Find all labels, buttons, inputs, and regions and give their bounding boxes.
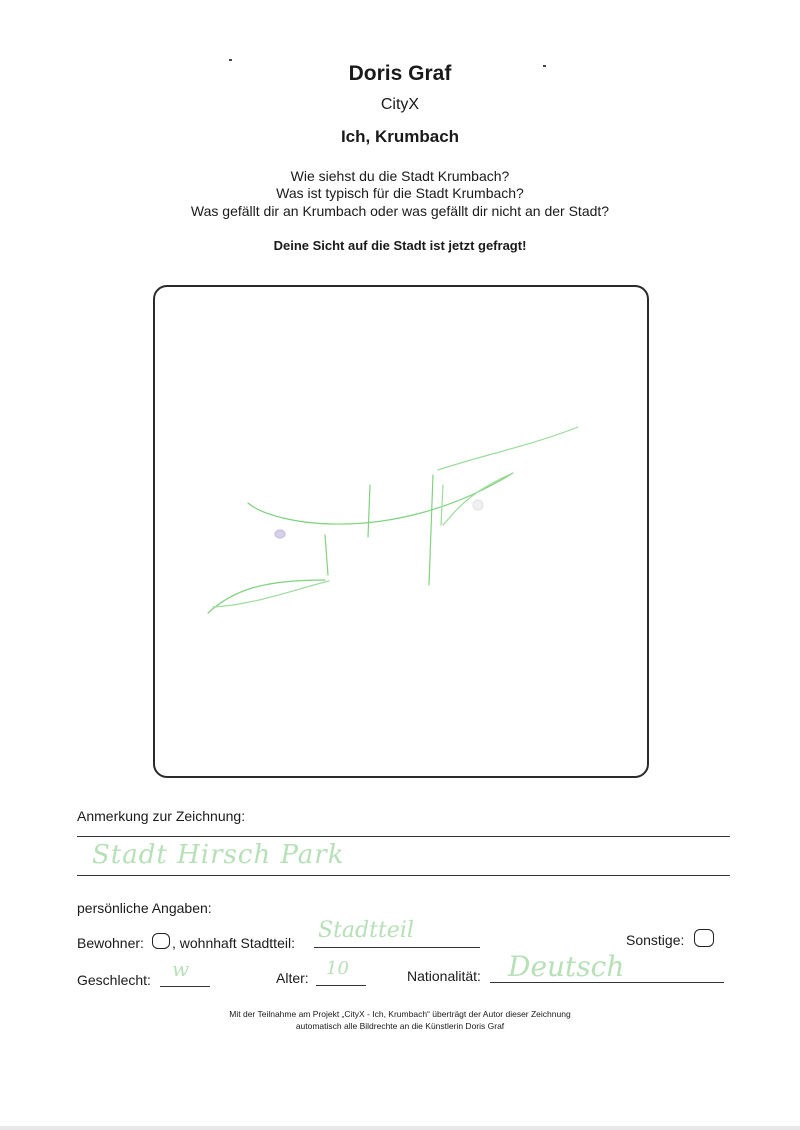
gender-handwriting: w [172, 957, 190, 981]
page-title: Ich, Krumbach [340, 127, 460, 146]
drawing-stroke [248, 473, 513, 524]
call-to-action: Deine Sicht auf die Stadt ist jetzt gefragt! [273, 238, 527, 253]
drawing-stroke [213, 581, 329, 607]
nationality-field-line [490, 982, 724, 983]
other-label: Sonstige: [626, 932, 685, 948]
artist-name: Doris Graf [348, 62, 452, 85]
age-handwriting: 10 [326, 958, 349, 979]
question-3: Was gefällt dir an Krumbach oder was gefällt dir nicht an der Stadt? [190, 203, 610, 219]
drawing-stroke [208, 580, 325, 613]
drawing-smudge [473, 500, 483, 510]
gender-label: Geschlecht: [77, 972, 151, 988]
drawing-smudge [275, 530, 285, 538]
resident-checkbox[interactable] [152, 933, 170, 949]
nationality-handwriting: Deutsch [508, 950, 625, 983]
drawing-stroke [325, 535, 328, 575]
annotation-label: Anmerkung zur Zeichnung: [77, 808, 246, 824]
scan-speck [543, 65, 546, 67]
district-handwriting: Stadtteil [318, 918, 414, 943]
drawing-stroke [443, 473, 513, 525]
personal-data-label: persönliche Angaben: [77, 900, 212, 916]
annotation-line-1 [77, 836, 730, 837]
drawing-stroke [368, 485, 370, 537]
other-checkbox[interactable] [694, 929, 714, 947]
question-1: Wie siehst du die Stadt Krumbach? [290, 168, 510, 184]
resident-label: Bewohner: [77, 935, 144, 951]
scan-bottom-edge [0, 1126, 800, 1130]
annotation-handwriting: Stadt Hirsch Park [92, 840, 345, 870]
footer-line-2: automatisch alle Bildrechte an die Künstlerin Doris Graf [295, 1021, 505, 1031]
district-label: , wohnhaft Stadtteil: [172, 935, 295, 951]
drawing-stroke [441, 485, 443, 525]
age-label: Alter: [276, 970, 309, 986]
drawing-stroke [438, 427, 578, 470]
drawing-stroke [429, 475, 433, 585]
project-name: CityX [380, 96, 420, 113]
question-2: Was ist typisch für die Stadt Krumbach? [276, 185, 524, 201]
footer-line-1: Mit der Teilnahme am Projekt „CityX - Ich, Krumbach“ überträgt der Autor dieser Zeichnung [229, 1009, 571, 1019]
scan-speck [229, 59, 232, 61]
nationality-label: Nationalität: [407, 968, 481, 984]
child-drawing [153, 285, 649, 778]
annotation-line-2 [77, 875, 730, 876]
gender-field-line [160, 986, 210, 987]
district-field-line [314, 947, 480, 948]
age-field-line [316, 985, 366, 986]
